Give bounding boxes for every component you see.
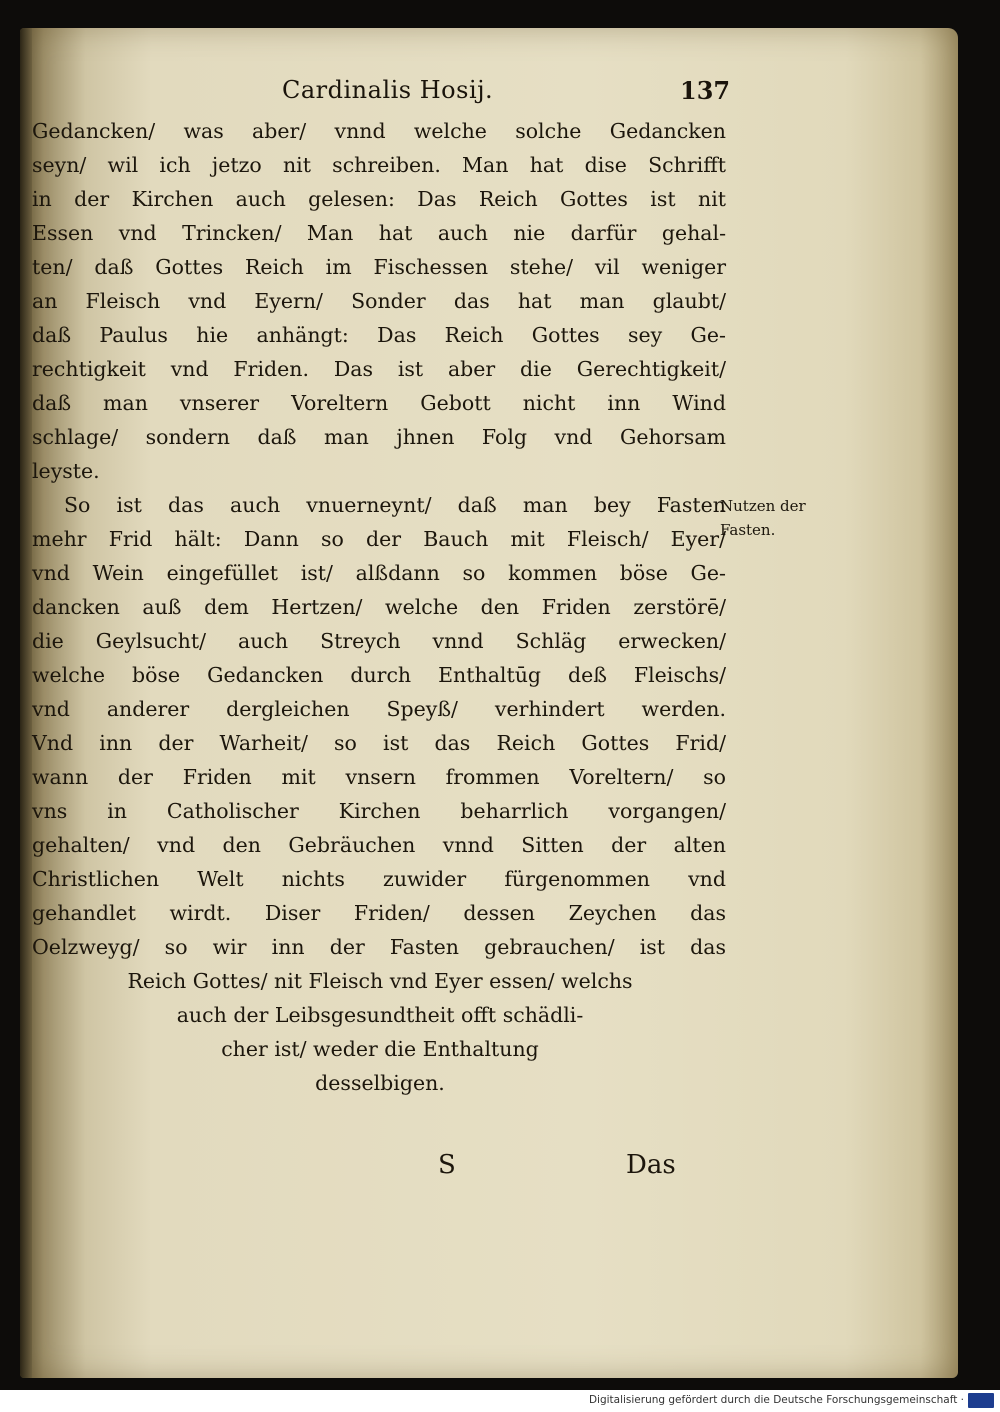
text-line-taper: cher ist/ weder die Enthaltung [221,1037,539,1061]
text-line: mehr Frid hält: Dann so der Bauch mit Fleisch/ Eyer/ [32,527,726,551]
text-line: in der Kirchen auch gelesen: Das Reich Gottes ist nit [32,187,726,211]
text-line: gehalten/ vnd den Gebräuchen vnnd Sitten der alten [32,833,726,857]
text-line: Vnd inn der Warheit/ so ist das Reich Gottes Frid/ [32,731,726,755]
text-line: ten/ daß Gottes Reich im Fischessen stehe/ vil weniger [32,255,726,279]
text-line: welche böse Gedancken durch Enthaltūg deß Fleischs/ [32,663,726,687]
text-line: vnd Wein eingefüllet ist/ alßdann so kommen böse Ge- [32,561,726,585]
text-line: Gedancken/ was aber/ vnnd welche solche Gedancken [32,119,726,143]
funding-credit: Digitalisierung gefördert durch die Deutsche Forschungsgemeinschaft · [588,1394,964,1406]
marginal-note [720,494,806,542]
text-line: daß Paulus hie anhängt: Das Reich Gottes sey Ge- [32,323,726,347]
running-head-title: Cardinalis Hosij. [282,76,494,104]
footer-bar [0,1390,1000,1412]
text-line: Essen vnd Trincken/ Man hat auch nie darfür gehal- [32,221,726,245]
signature-mark: S [438,1150,456,1180]
catchword: Das [626,1150,676,1180]
text-line: Oelzweyg/ so wir inn der Fasten gebrauchen/ ist das [32,935,726,959]
text-line: vns in Catholischer Kirchen beharrlich vorgangen/ [32,799,726,823]
text-line-paragraph-start: So ist das auch vnuerneynt/ daß man bey Fasten [64,493,726,517]
page-number: 137 [680,76,731,105]
text-line-taper: desselbigen. [315,1071,445,1095]
page-gutter-shadow [20,28,32,1378]
text-line: Christlichen Welt nichts zuwider fürgenommen vnd [32,867,726,891]
text-line: rechtigkeit vnd Friden. Das ist aber die Gerechtigkeit/ [32,357,726,381]
text-line: wann der Friden mit vnsern frommen Voreltern/ so [32,765,726,789]
text-line: dancken auß dem Hertzen/ welche den Friden zerstörē/ [32,595,726,619]
text-line: die Geylsucht/ auch Streych vnnd Schläg erwecken/ [32,629,726,653]
dfg-logo [968,1393,994,1408]
text-line-taper: auch der Leibsgesundtheit offt schädli- [176,1003,584,1027]
text-line: an Fleisch vnd Eyern/ Sonder das hat man glaubt/ [32,289,726,313]
text-line: leyste. [32,459,100,483]
text-line: gehandlet wirdt. Diser Friden/ dessen Zeychen das [32,901,726,925]
text-line-taper: Reich Gottes/ nit Fleisch vnd Eyer essen/ welchs [127,969,633,993]
text-line: schlage/ sondern daß man jhnen Folg vnd Gehorsam [32,425,726,449]
text-line: daß man vnserer Voreltern Gebott nicht inn Wind [32,391,726,415]
running-head [20,76,958,116]
marginal-note-line: Nutzen der [720,497,806,515]
text-line: vnd anderer dergleichen Speyß/ verhindert werden. [32,697,726,721]
marginal-note-line: Fasten. [720,521,776,539]
book-page [20,28,958,1378]
text-line: seyn/ wil ich jetzo nit schreiben. Man hat dise Schrifft [32,153,726,177]
